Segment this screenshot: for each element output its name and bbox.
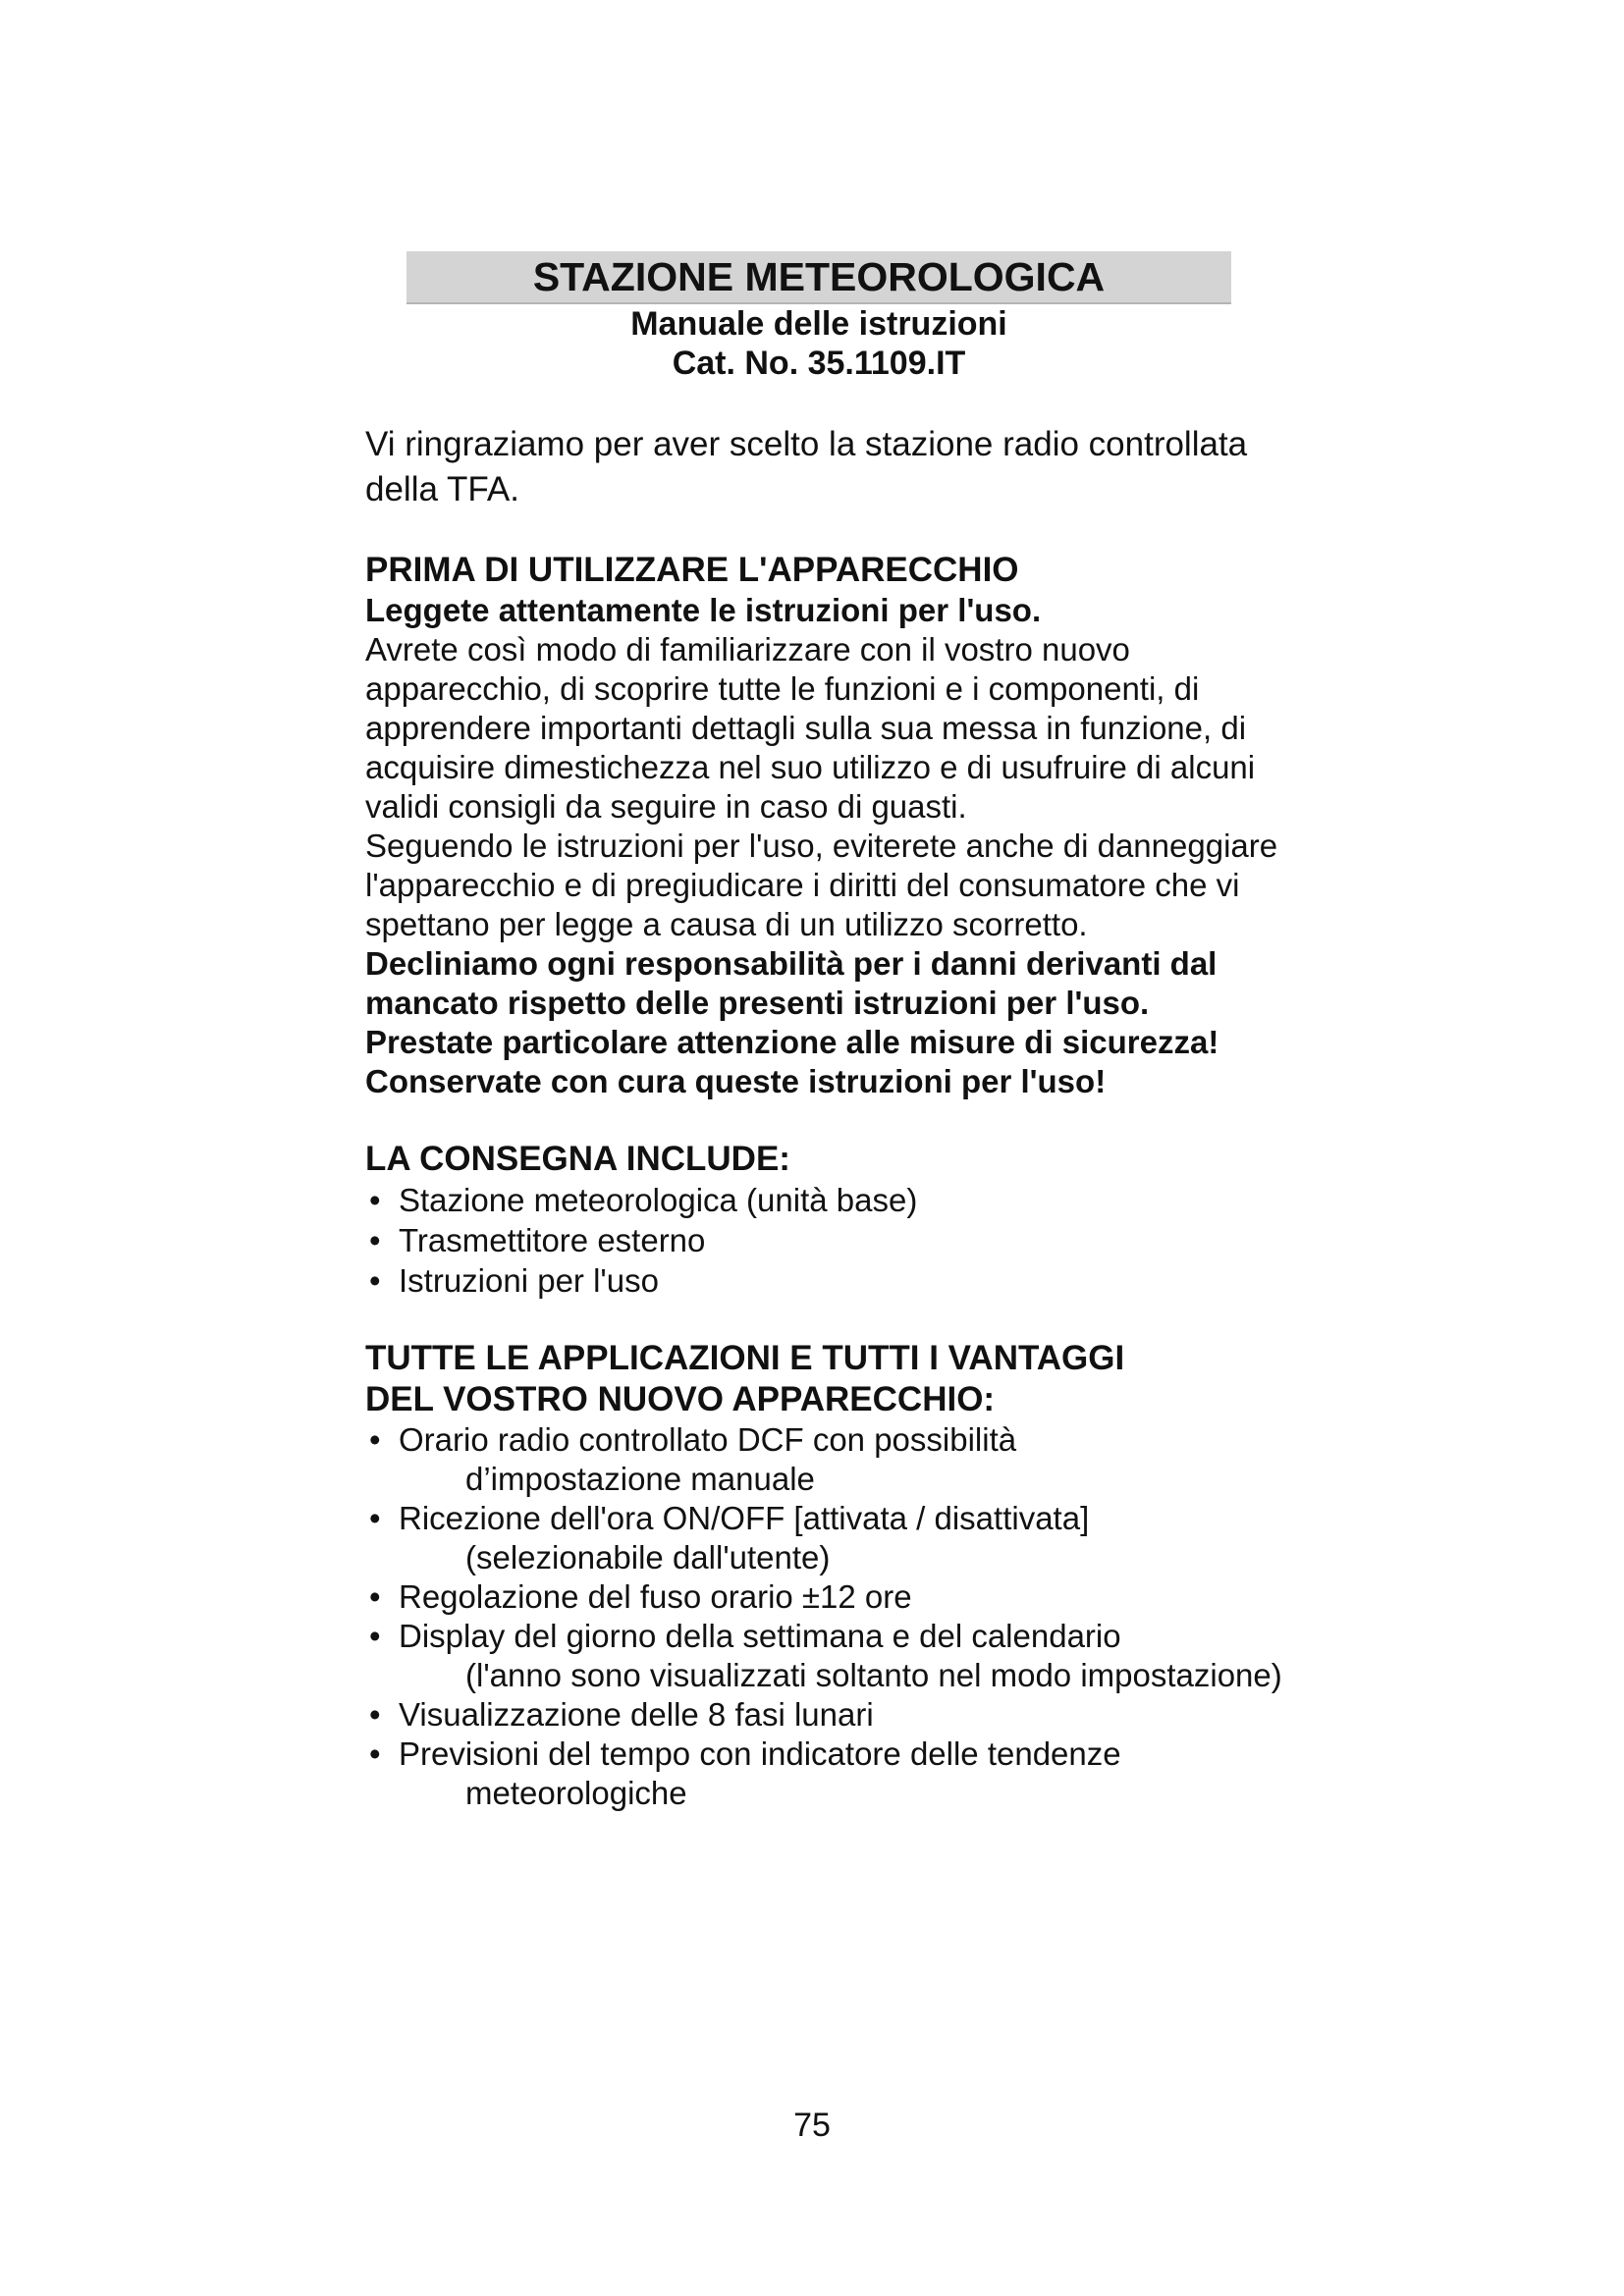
list-item-text: Stazione meteorologica (unità base) [399,1182,918,1218]
list-item-continuation: (l'anno sono visualizzati soltanto nel modo impostazione) [465,1657,1282,1693]
bullet-icon: • [369,1578,381,1615]
page-content [365,422,1288,1850]
list-item-continuation: d’impostazione manuale [465,1461,815,1497]
list-item-text: Orario radio controllato DCF con possibilità [399,1421,1017,1458]
list-item [365,1180,1288,1220]
bullet-icon: • [369,1262,381,1299]
list-item [365,1695,1288,1735]
bullet-icon: • [369,1500,381,1536]
section-consegna [365,1139,1288,1301]
list-item-text: Previsioni del tempo con indicatore delle tendenze [399,1735,1121,1772]
bullet-icon: • [369,1735,381,1772]
liability-notice: Decliniamo ogni responsabilità per i danni derivanti dal mancato rispetto delle presenti istruzioni per l'uso. [365,945,1218,1021]
list-item-text: Ricezione dell'ora ON/OFF [attivata / disattivata] [399,1500,1090,1536]
bullet-icon: • [369,1696,381,1733]
list-item-text: Istruzioni per l'uso [399,1262,659,1299]
section-heading-vantaggi [365,1338,1288,1420]
list-item-continuation: (selezionabile dall'utente) [465,1539,831,1575]
section-prima [365,550,1288,1101]
intro-paragraph: Vi ringraziamo per aver scelto la stazione radio controllata della TFA. [365,425,1248,508]
document-title: STAZIONE METEOROLOGICA [406,251,1231,304]
paragraph-familiarize: Avrete così modo di familiarizzare con il vostro nuovo apparecchio, di scoprire tutte le funzioni e i componenti, di apprendere importanti dettagli sulla sua messa in funzione, di acquisire dimestichezza nel suo utilizzo e di usufruire di alcuni validi consigli da seguire in caso di guasti. [365,631,1256,825]
section-vantaggi [365,1338,1288,1813]
list-item [365,1260,1288,1301]
list-item-continuation: meteorologiche [465,1775,687,1811]
heading-line: TUTTE LE APPLICAZIONI E TUTTI I VANTAGGI [365,1339,1125,1377]
page-number: 75 [793,2107,831,2144]
list-item [365,1499,1288,1577]
list-item [365,1420,1288,1499]
heading-line: DEL VOSTRO NUOVO APPARECCHIO: [365,1380,996,1418]
keep-instructions-notice: Conservate con cura queste istruzioni per l'uso! [365,1063,1107,1099]
bullet-icon: • [369,1182,381,1218]
list-item-text: Display del giorno della settimana e del calendario [399,1618,1121,1654]
list-item [365,1735,1288,1813]
bullet-icon: • [369,1222,381,1258]
safety-notice: Prestate particolare attenzione alle misure di sicurezza! [365,1024,1219,1060]
list-item-text: Trasmettitore esterno [399,1222,706,1258]
list-item-text: Visualizzazione delle 8 fasi lunari [399,1696,874,1733]
catalog-number: Cat. No. 35.1109.IT [672,345,966,382]
lead-text: Leggete attentamente le istruzioni per l'uso. [365,592,1042,628]
document-subtitle: Manuale delle istruzioni [630,305,1007,343]
list-item-text: Regolazione del fuso orario ±12 ore [399,1578,912,1615]
section-heading-prima: PRIMA DI UTILIZZARE L'APPARECCHIO [365,551,1019,589]
section-heading-consegna: LA CONSEGNA INCLUDE: [365,1140,790,1178]
features-list [365,1420,1288,1813]
bullet-icon: • [369,1618,381,1654]
bullet-icon: • [369,1421,381,1458]
delivery-list [365,1180,1288,1301]
list-item [365,1220,1288,1260]
list-item [365,1577,1288,1617]
paragraph-warning: Seguendo le istruzioni per l'uso, eviterete anche di danneggiare l'apparecchio e di pregiudicare i diritti del consumatore che vi spettano per legge a causa di un utilizzo scorretto. [365,828,1278,942]
list-item [365,1617,1288,1695]
